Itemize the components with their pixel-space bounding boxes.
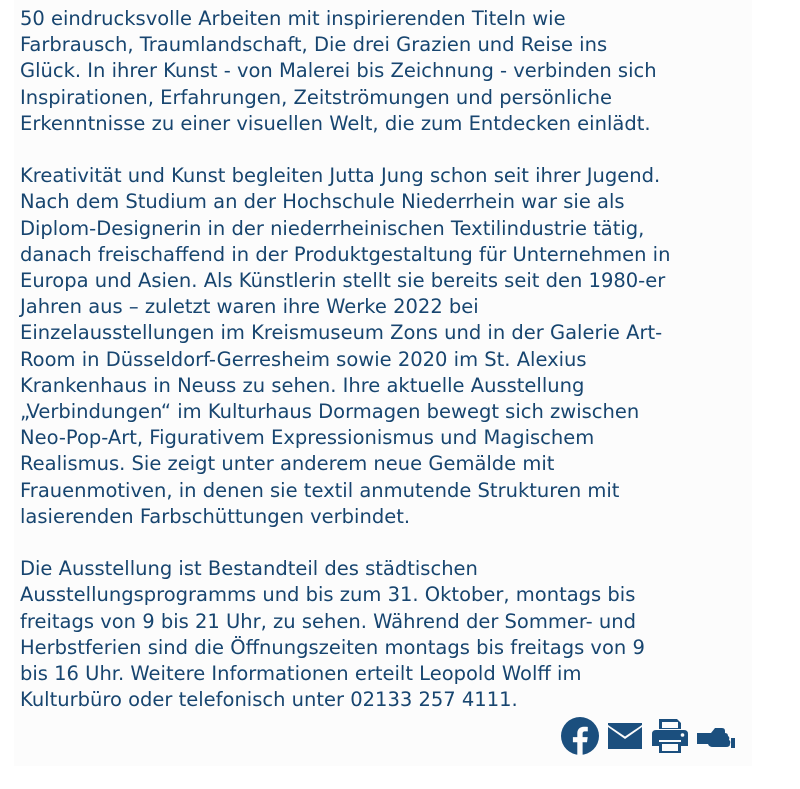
recommend-button[interactable]	[696, 721, 736, 751]
mail-icon	[606, 721, 644, 751]
facebook-share-button[interactable]	[560, 716, 600, 756]
email-share-button[interactable]	[606, 721, 644, 751]
facebook-icon	[560, 716, 600, 756]
share-bar	[560, 714, 736, 758]
pointing-hand-icon	[696, 721, 736, 751]
print-button[interactable]	[650, 717, 690, 755]
article-paragraph-opening-hours: Die Ausstellung ist Bestandteil des städtischen Ausstellungsprogramms und bis zum 31. Oktober, montags bis freitags von 9 bis 21 Uhr, zu sehen. Während der Sommer- und Herbstferien sind die Öffnungszeiten montags bis freitags von 9 bis 16 Uhr. Weitere Informationen erteilt Leopold Wolff im Kulturbüro oder telefonisch unter 02133 257 4111.	[20, 557, 645, 712]
print-icon	[650, 717, 690, 755]
article-paragraph-intro: 50 eindrucksvolle Arbeiten mit inspirierenden Titeln wie Farbrausch, Traumlandschaft, Die drei Grazien und Reise ins Glück. In ihrer Kunst - von Malerei bis Zeichnung - verbinden sich Inspirationen, Erfahrungen, Zeitströmungen und persönliche Erkenntnisse zu einer visuellen Welt, die zum Entdecken einlädt.	[20, 7, 657, 135]
article-body	[20, 6, 750, 713]
article-paragraph-biography: Kreativität und Kunst begleiten Jutta Jung schon seit ihrer Jugend. Nach dem Studium an der Hochschule Niederrhein war sie als Diplom-Designerin in der niederrheinischen Textilindustrie tätig, danach freischaffend in der Produktgestaltung für Unternehmen in Europa und Asien. Als Künstlerin stellt sie bereits seit den 1980-er Jahren aus – zuletzt waren ihre Werke 2022 bei Einzelausstellungen im Kreismuseum Zons und in der Galerie Art- Room in Düsseldorf-Gerresheim sowie 2020 im St. Alexius Krankenhaus in Neuss zu sehen. Ihre aktuelle Ausstellung „Verbindungen“ im Kulturhaus Dormagen bewegt sich zwischen Neo-Pop-Art, Figurativem Expressionismus und Magischem Realismus. Sie zeigt unter anderem neue Gemälde mit Frauenmotiven, in denen sie textil anmutende Strukturen mit lasierenden Farbschüttungen verbindet.	[20, 164, 671, 528]
